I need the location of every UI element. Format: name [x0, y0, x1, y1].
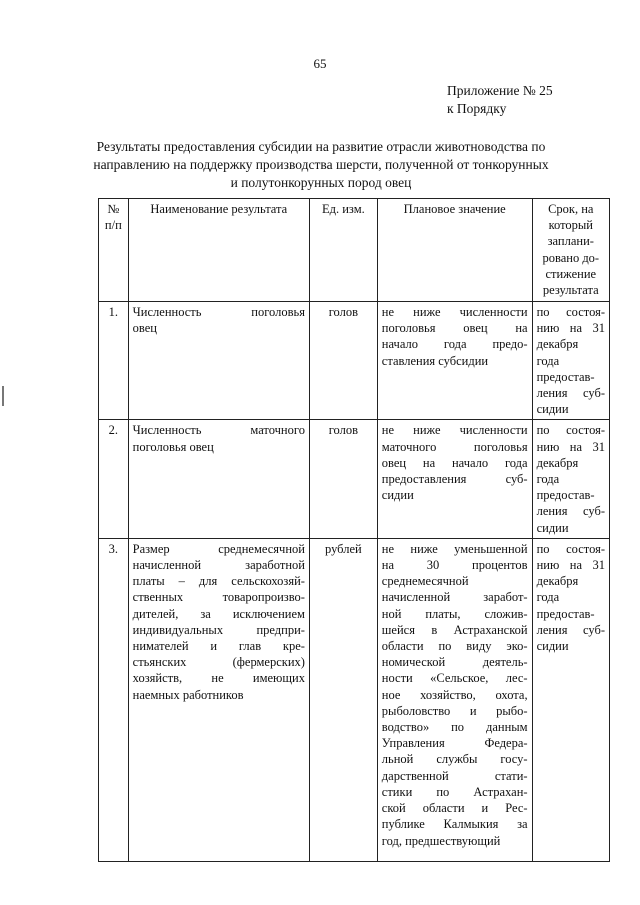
title-line-1: Результаты предоставления субсидии на развитие отрасли животноводства по — [96, 139, 546, 154]
deadline-line: предостав- — [536, 369, 595, 384]
planned-value-cell — [377, 420, 532, 538]
planned-value-line: предоставления суб- — [381, 472, 528, 487]
planned-value-line: рыболовство и рыбо- — [381, 703, 528, 718]
deadline-line: нию на 31 — [536, 321, 605, 336]
planned-value-line: поголовья овец на — [381, 321, 528, 336]
document-title — [86, 138, 556, 192]
deadline-line: нию на 31 — [536, 558, 605, 573]
planned-value-line: на 30 процентов — [381, 558, 528, 573]
results-table — [98, 198, 610, 862]
deadline-line: ления суб- — [536, 622, 605, 637]
planned-value-line: шейся в Астраханской — [381, 622, 528, 637]
planned-value-line: ской области и Рес- — [381, 801, 528, 816]
planned-value-line: начисленной заработ- — [381, 590, 528, 605]
deadline-line: предостав- — [536, 488, 595, 503]
unit-cell: голов — [309, 302, 377, 420]
deadline-line: по состоя- — [536, 305, 605, 319]
row-number: 1. — [99, 302, 129, 420]
scan-margin-mark — [2, 386, 4, 406]
deadline-line: года — [536, 472, 560, 487]
planned-value-line: маточного поголовья — [381, 439, 528, 454]
result-name-cell — [128, 420, 309, 538]
table-row — [99, 538, 610, 861]
result-name-cell — [128, 302, 309, 420]
deadline-line: по состоя- — [536, 541, 605, 556]
deadline-line: ления суб- — [536, 386, 605, 401]
deadline-line: года — [536, 590, 560, 605]
planned-value-line: льной службы госу- — [381, 752, 528, 767]
table-row — [99, 420, 610, 538]
planned-value-line: ной платы, сложив- — [381, 606, 528, 621]
result-name-line: платы – для сельскохозяй- — [132, 574, 305, 589]
unit-cell: рублей — [309, 538, 377, 861]
planned-value-line: не ниже численности — [381, 305, 528, 319]
result-name-line: Размер среднемесячной — [132, 541, 305, 556]
appendix-reference — [447, 82, 553, 118]
header-deadline-line: который — [548, 218, 593, 233]
row-number: 3. — [99, 538, 129, 861]
deadline-line: предостав- — [536, 606, 595, 621]
header-deadline — [532, 199, 609, 302]
result-name-line: индивидуальных предпри- — [132, 622, 305, 637]
planned-value-line: публике Калмыкия за — [381, 817, 528, 832]
unit-cell: голов — [309, 420, 377, 538]
page-number: 65 — [313, 56, 327, 71]
result-name-line: хозяйств, не имеющих — [132, 671, 305, 686]
deadline-line: ления суб- — [536, 504, 605, 519]
header-number-line: № — [107, 202, 120, 216]
row-number: 2. — [99, 420, 129, 538]
planned-value-line: начало года предо- — [381, 337, 528, 352]
deadline-line: сидии — [536, 520, 569, 535]
title-line-3: и полутонкорунных пород овец — [230, 175, 412, 190]
deadline-line: года — [536, 353, 560, 368]
planned-value-line: ставления субсидии — [381, 353, 489, 368]
header-deadline-line: Срок, на — [548, 202, 594, 216]
deadline-cell — [532, 302, 609, 420]
result-name-line: дителей, за исключением — [132, 606, 305, 621]
planned-value-line: стики по Астрахан- — [381, 784, 528, 799]
table-row — [99, 302, 610, 420]
planned-value-line: не ниже уменьшенной — [381, 541, 528, 556]
result-name-line: Численность поголовья — [132, 305, 305, 319]
header-deadline-line: результата — [542, 283, 599, 298]
planned-value-cell — [377, 302, 532, 420]
header-deadline-line: ровано до- — [542, 250, 600, 265]
planned-value-line: водство» по данным — [381, 720, 528, 735]
appendix-order: к Порядку — [447, 101, 507, 116]
planned-value-line: Управления Федера- — [381, 736, 528, 751]
planned-value-line: области по виду эко- — [381, 639, 528, 654]
table-header-row — [99, 199, 610, 302]
deadline-line: декабря — [536, 455, 579, 470]
planned-value-line: сидии — [381, 488, 414, 503]
planned-value-line: ности «Сельское, лес- — [381, 671, 528, 686]
result-name-cell — [128, 538, 309, 861]
planned-value-line: среднемесячной — [381, 574, 469, 589]
result-name-line: поголовья овец — [132, 439, 214, 454]
deadline-line: нию на 31 — [536, 439, 605, 454]
deadline-cell — [532, 538, 609, 861]
deadline-line: по состоя- — [536, 423, 605, 438]
planned-value-line: овец на начало года — [381, 455, 528, 470]
header-result-name: Наименование результата — [128, 199, 309, 302]
planned-value-line: ное хозяйство, охота, — [381, 687, 528, 702]
header-number-line: п/п — [104, 218, 122, 233]
result-name-line: начисленной заработной — [132, 558, 305, 573]
deadline-line: сидии — [536, 402, 569, 417]
title-line-2: направлению на поддержку производства шерсти, полученной от тонкорунных — [93, 157, 549, 172]
result-name-line: овец — [132, 321, 157, 336]
deadline-line: сидии — [536, 639, 569, 654]
result-name-line: наемных работников — [132, 687, 244, 702]
planned-value-line: не ниже численности — [381, 423, 528, 438]
deadline-line: декабря — [536, 574, 579, 589]
header-unit: Ед. изм. — [309, 199, 377, 302]
result-name-line: нимателей и глав кре- — [132, 639, 305, 654]
planned-value-line: дарственной стати- — [381, 768, 528, 783]
appendix-number: Приложение № 25 — [447, 83, 553, 98]
result-name-line: ственных товаропроизво- — [132, 590, 305, 605]
result-name-line: Численность маточного — [132, 423, 305, 438]
header-number — [99, 199, 129, 302]
planned-value-line: номической деятель- — [381, 655, 528, 670]
header-deadline-line: стижение — [545, 266, 597, 281]
deadline-line: декабря — [536, 337, 579, 352]
result-name-line: стьянских (фермерских) — [132, 655, 305, 670]
header-deadline-line: заплани- — [547, 234, 594, 249]
planned-value-line: год, предшествующий — [381, 833, 501, 848]
header-planned-value: Плановое значение — [377, 199, 532, 302]
planned-value-cell — [377, 538, 532, 861]
deadline-cell — [532, 420, 609, 538]
